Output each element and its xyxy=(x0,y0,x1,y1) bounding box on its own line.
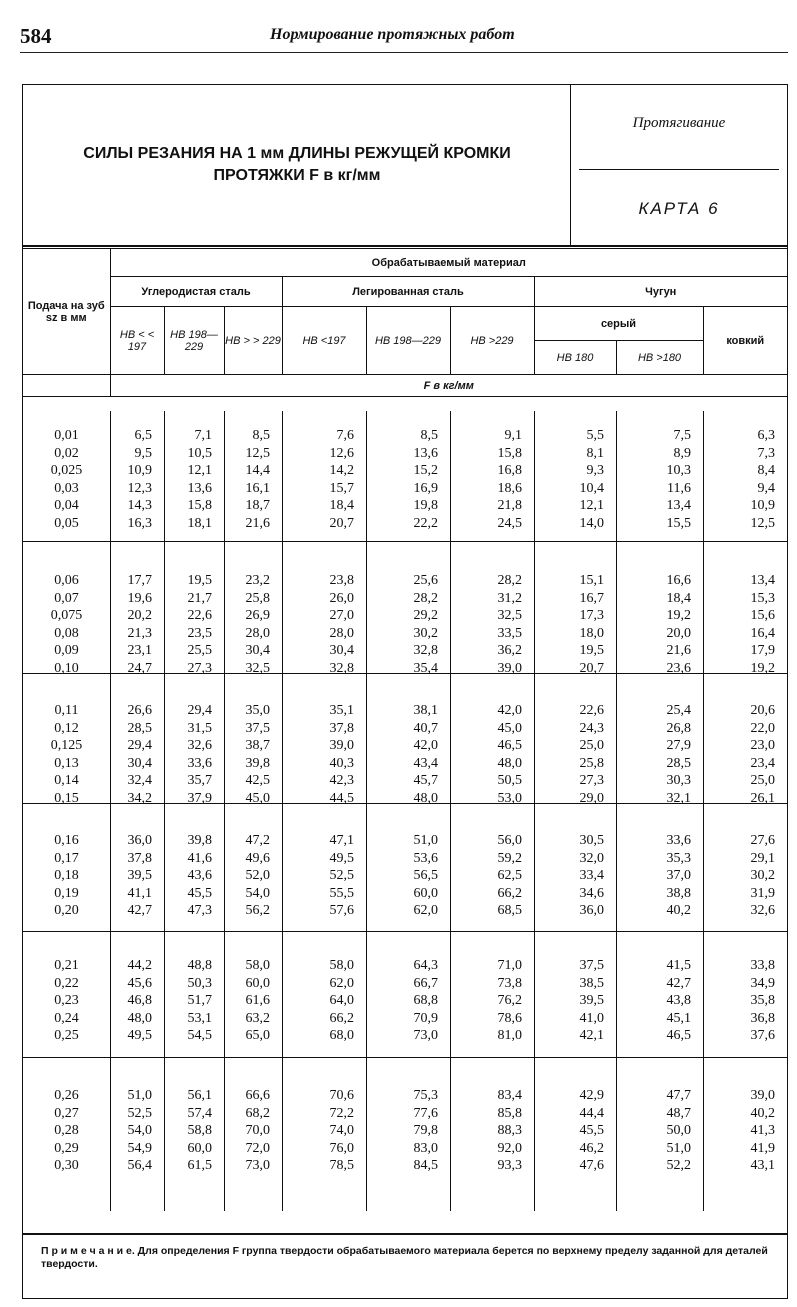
force-values-col-7: 37,5 38,5 39,5 41,0 42,1 xyxy=(579,958,604,1043)
force-values-col-5: 25,6 28,2 29,2 30,2 32,8 35,4 xyxy=(413,573,438,676)
force-values-col-9: 33,8 34,9 35,8 36,8 37,6 xyxy=(750,958,775,1043)
force-values-col-2: 56,1 57,4 58,8 60,0 61,5 xyxy=(187,1088,212,1173)
carbon-steel-header: Углеродистая сталь xyxy=(110,277,282,307)
feed-values: 0,06 0,07 0,075 0,08 0,09 0,10 xyxy=(50,573,83,676)
group-separator xyxy=(23,541,787,542)
force-values-col-7: 42,9 44,4 45,5 46,2 47,6 xyxy=(579,1088,604,1173)
force-values-col-3: 47,2 49,6 52,0 54,0 56,2 xyxy=(245,833,270,918)
force-values-col-7: 22,6 24,3 25,0 25,8 27,3 29,0 xyxy=(579,703,604,806)
force-values-col-1: 17,7 19,6 20,2 21,3 23,1 24,7 xyxy=(127,573,152,676)
col-header-2: HB 198—229 xyxy=(164,307,224,375)
force-values-col-8: 7,5 8,9 10,3 11,6 13,4 15,5 xyxy=(666,428,691,531)
feed-values: 0,01 0,02 0,025 0,03 0,04 0,05 xyxy=(50,428,83,531)
page-number: 584 xyxy=(20,24,52,48)
force-values-col-6: 83,4 85,8 88,3 92,0 93,3 xyxy=(497,1088,522,1173)
malleable-iron-header: ковкий xyxy=(703,307,787,375)
force-values-col-4: 7,6 12,6 14,2 15,7 18,4 20,7 xyxy=(329,428,354,531)
force-values-col-5: 8,5 13,6 15,2 16,9 19,8 22,2 xyxy=(413,428,438,531)
force-values-col-7: 15,1 16,7 17,3 18,0 19,5 20,7 xyxy=(579,573,604,676)
title-line-2: ПРОТЯЖКИ F в кг/мм xyxy=(213,167,381,184)
col-header-6: HB >229 xyxy=(450,307,534,375)
force-values-col-4: 47,1 49,5 52,5 55,5 57,6 xyxy=(329,833,354,918)
col-header-7: HB 180 xyxy=(534,341,616,375)
feed-header: Подача на зуб sz в мм xyxy=(23,249,110,375)
header-rule xyxy=(20,52,788,53)
force-values-col-9: 20,6 22,0 23,0 23,4 25,0 26,1 xyxy=(750,703,775,806)
col-header-1: HB < < 197 xyxy=(110,307,164,375)
force-values-col-8: 25,4 26,8 27,9 28,5 30,3 32,1 xyxy=(666,703,691,806)
running-head: Нормирование протяжных работ xyxy=(270,26,515,43)
force-values-col-2: 7,1 10,5 12,1 13,6 15,8 18,1 xyxy=(187,428,212,531)
feed-values: 0,21 0,22 0,23 0,24 0,25 xyxy=(54,958,79,1043)
title-box xyxy=(23,85,571,245)
force-values-col-1: 36,0 37,8 39,5 41,1 42,7 xyxy=(127,833,152,918)
gray-iron-header: серый xyxy=(534,307,703,341)
label-divider xyxy=(579,169,779,170)
force-values-col-8: 41,5 42,7 43,8 45,1 46,5 xyxy=(666,958,691,1043)
feed-values: 0,11 0,12 0,125 0,13 0,14 0,15 xyxy=(50,703,83,806)
force-values-col-2: 29,4 31,5 32,6 33,6 35,7 37,9 xyxy=(187,703,212,806)
force-values-col-2: 48,8 50,3 51,7 53,1 54,5 xyxy=(187,958,212,1043)
force-values-col-6: 9,1 15,8 16,8 18,6 21,8 24,5 xyxy=(497,428,522,531)
force-values-col-1: 44,2 45,6 46,8 48,0 49,5 xyxy=(127,958,152,1043)
force-values-col-4: 35,1 37,8 39,0 40,3 42,3 44,5 xyxy=(329,703,354,806)
units-header: F в кг/мм xyxy=(110,375,787,397)
force-values-col-2: 19,5 21,7 22,6 23,5 25,5 27,3 xyxy=(187,573,212,676)
force-values-col-1: 51,0 52,5 54,0 54,9 56,4 xyxy=(127,1088,152,1173)
force-values-col-9: 13,4 15,3 15,6 16,4 17,9 19,2 xyxy=(750,573,775,676)
material-header: Обрабатываемый материал xyxy=(110,249,787,277)
note-separator xyxy=(23,1233,787,1235)
force-values-col-5: 51,0 53,6 56,5 60,0 62,0 xyxy=(413,833,438,918)
force-values-col-5: 75,3 77,6 79,8 83,0 84,5 xyxy=(413,1088,438,1173)
col-header-8: HB >180 xyxy=(616,341,703,375)
force-values-col-9: 6,3 7,3 8,4 9,4 10,9 12,5 xyxy=(750,428,775,531)
force-values-col-9: 39,0 40,2 41,3 41,9 43,1 xyxy=(750,1088,775,1173)
card-frame xyxy=(22,84,788,1299)
force-values-col-7: 30,5 32,0 33,4 34,6 36,0 xyxy=(579,833,604,918)
card-title xyxy=(23,143,571,187)
force-values-col-9: 27,6 29,1 30,2 31,9 32,6 xyxy=(750,833,775,918)
col-header-4: HB <197 xyxy=(282,307,366,375)
force-values-col-6: 28,2 31,2 32,5 33,5 36,2 39,0 xyxy=(497,573,522,676)
footnote: П р и м е ч а н и е. Для определения F группа твердости обрабатываемого материала берется по верхнему пределу заданной для деталей твердости. xyxy=(41,1245,768,1270)
col-header-3: HB > > 229 xyxy=(224,307,282,375)
card-number: КАРТА 6 xyxy=(638,199,720,218)
operation-label: Протягивание xyxy=(632,115,726,131)
force-values-col-5: 64,3 66,7 68,8 70,9 73,0 xyxy=(413,958,438,1043)
force-values-col-3: 58,0 60,0 61,6 63,2 65,0 xyxy=(245,958,270,1043)
title-line-1: СИЛЫ РЕЗАНИЯ НА 1 мм ДЛИНЫ РЕЖУЩЕЙ КРОМКИ xyxy=(83,145,511,162)
force-values-col-5: 38,1 40,7 42,0 43,4 45,7 48,0 xyxy=(413,703,438,806)
card-label-box xyxy=(571,85,787,245)
force-values-col-8: 33,6 35,3 37,0 38,8 40,2 xyxy=(666,833,691,918)
force-values-col-4: 58,0 62,0 64,0 66,2 68,0 xyxy=(329,958,354,1043)
col-header-5: HB 198—229 xyxy=(366,307,450,375)
group-separator xyxy=(23,1057,787,1058)
group-separator xyxy=(23,931,787,932)
force-values-col-7: 5,5 8,1 9,3 10,4 12,1 14,0 xyxy=(579,428,604,531)
force-values-col-8: 16,6 18,4 19,2 20,0 21,6 23,6 xyxy=(666,573,691,676)
feed-values: 0,26 0,27 0,28 0,29 0,30 xyxy=(54,1088,79,1173)
table-header xyxy=(23,248,787,397)
force-values-col-3: 23,2 25,8 26,9 28,0 30,4 32,5 xyxy=(245,573,270,676)
force-values-col-2: 39,8 41,6 43,6 45,5 47,3 xyxy=(187,833,212,918)
force-values-col-1: 6,5 9,5 10,9 12,3 14,3 16,3 xyxy=(127,428,152,531)
title-separator xyxy=(23,245,787,247)
force-values-col-6: 71,0 73,8 76,2 78,6 81,0 xyxy=(497,958,522,1043)
force-values-col-6: 56,0 59,2 62,5 66,2 68,5 xyxy=(497,833,522,918)
force-values-col-3: 8,5 12,5 14,4 16,1 18,7 21,6 xyxy=(245,428,270,531)
force-values-col-1: 26,6 28,5 29,4 30,4 32,4 34,2 xyxy=(127,703,152,806)
force-values-col-6: 42,0 45,0 46,5 48,0 50,5 53,0 xyxy=(497,703,522,806)
force-values-col-4: 70,6 72,2 74,0 76,0 78,5 xyxy=(329,1088,354,1173)
force-values-col-3: 66,6 68,2 70,0 72,0 73,0 xyxy=(245,1088,270,1173)
feed-values: 0,16 0,17 0,18 0,19 0,20 xyxy=(54,833,79,918)
cast-iron-header: Чугун xyxy=(534,277,787,307)
table-body xyxy=(23,411,787,1211)
force-values-col-3: 35,0 37,5 38,7 39,8 42,5 45,0 xyxy=(245,703,270,806)
force-values-col-8: 47,7 48,7 50,0 51,0 52,2 xyxy=(666,1088,691,1173)
force-values-col-4: 23,8 26,0 27,0 28,0 30,4 32,8 xyxy=(329,573,354,676)
alloy-steel-header: Легированная сталь xyxy=(282,277,534,307)
